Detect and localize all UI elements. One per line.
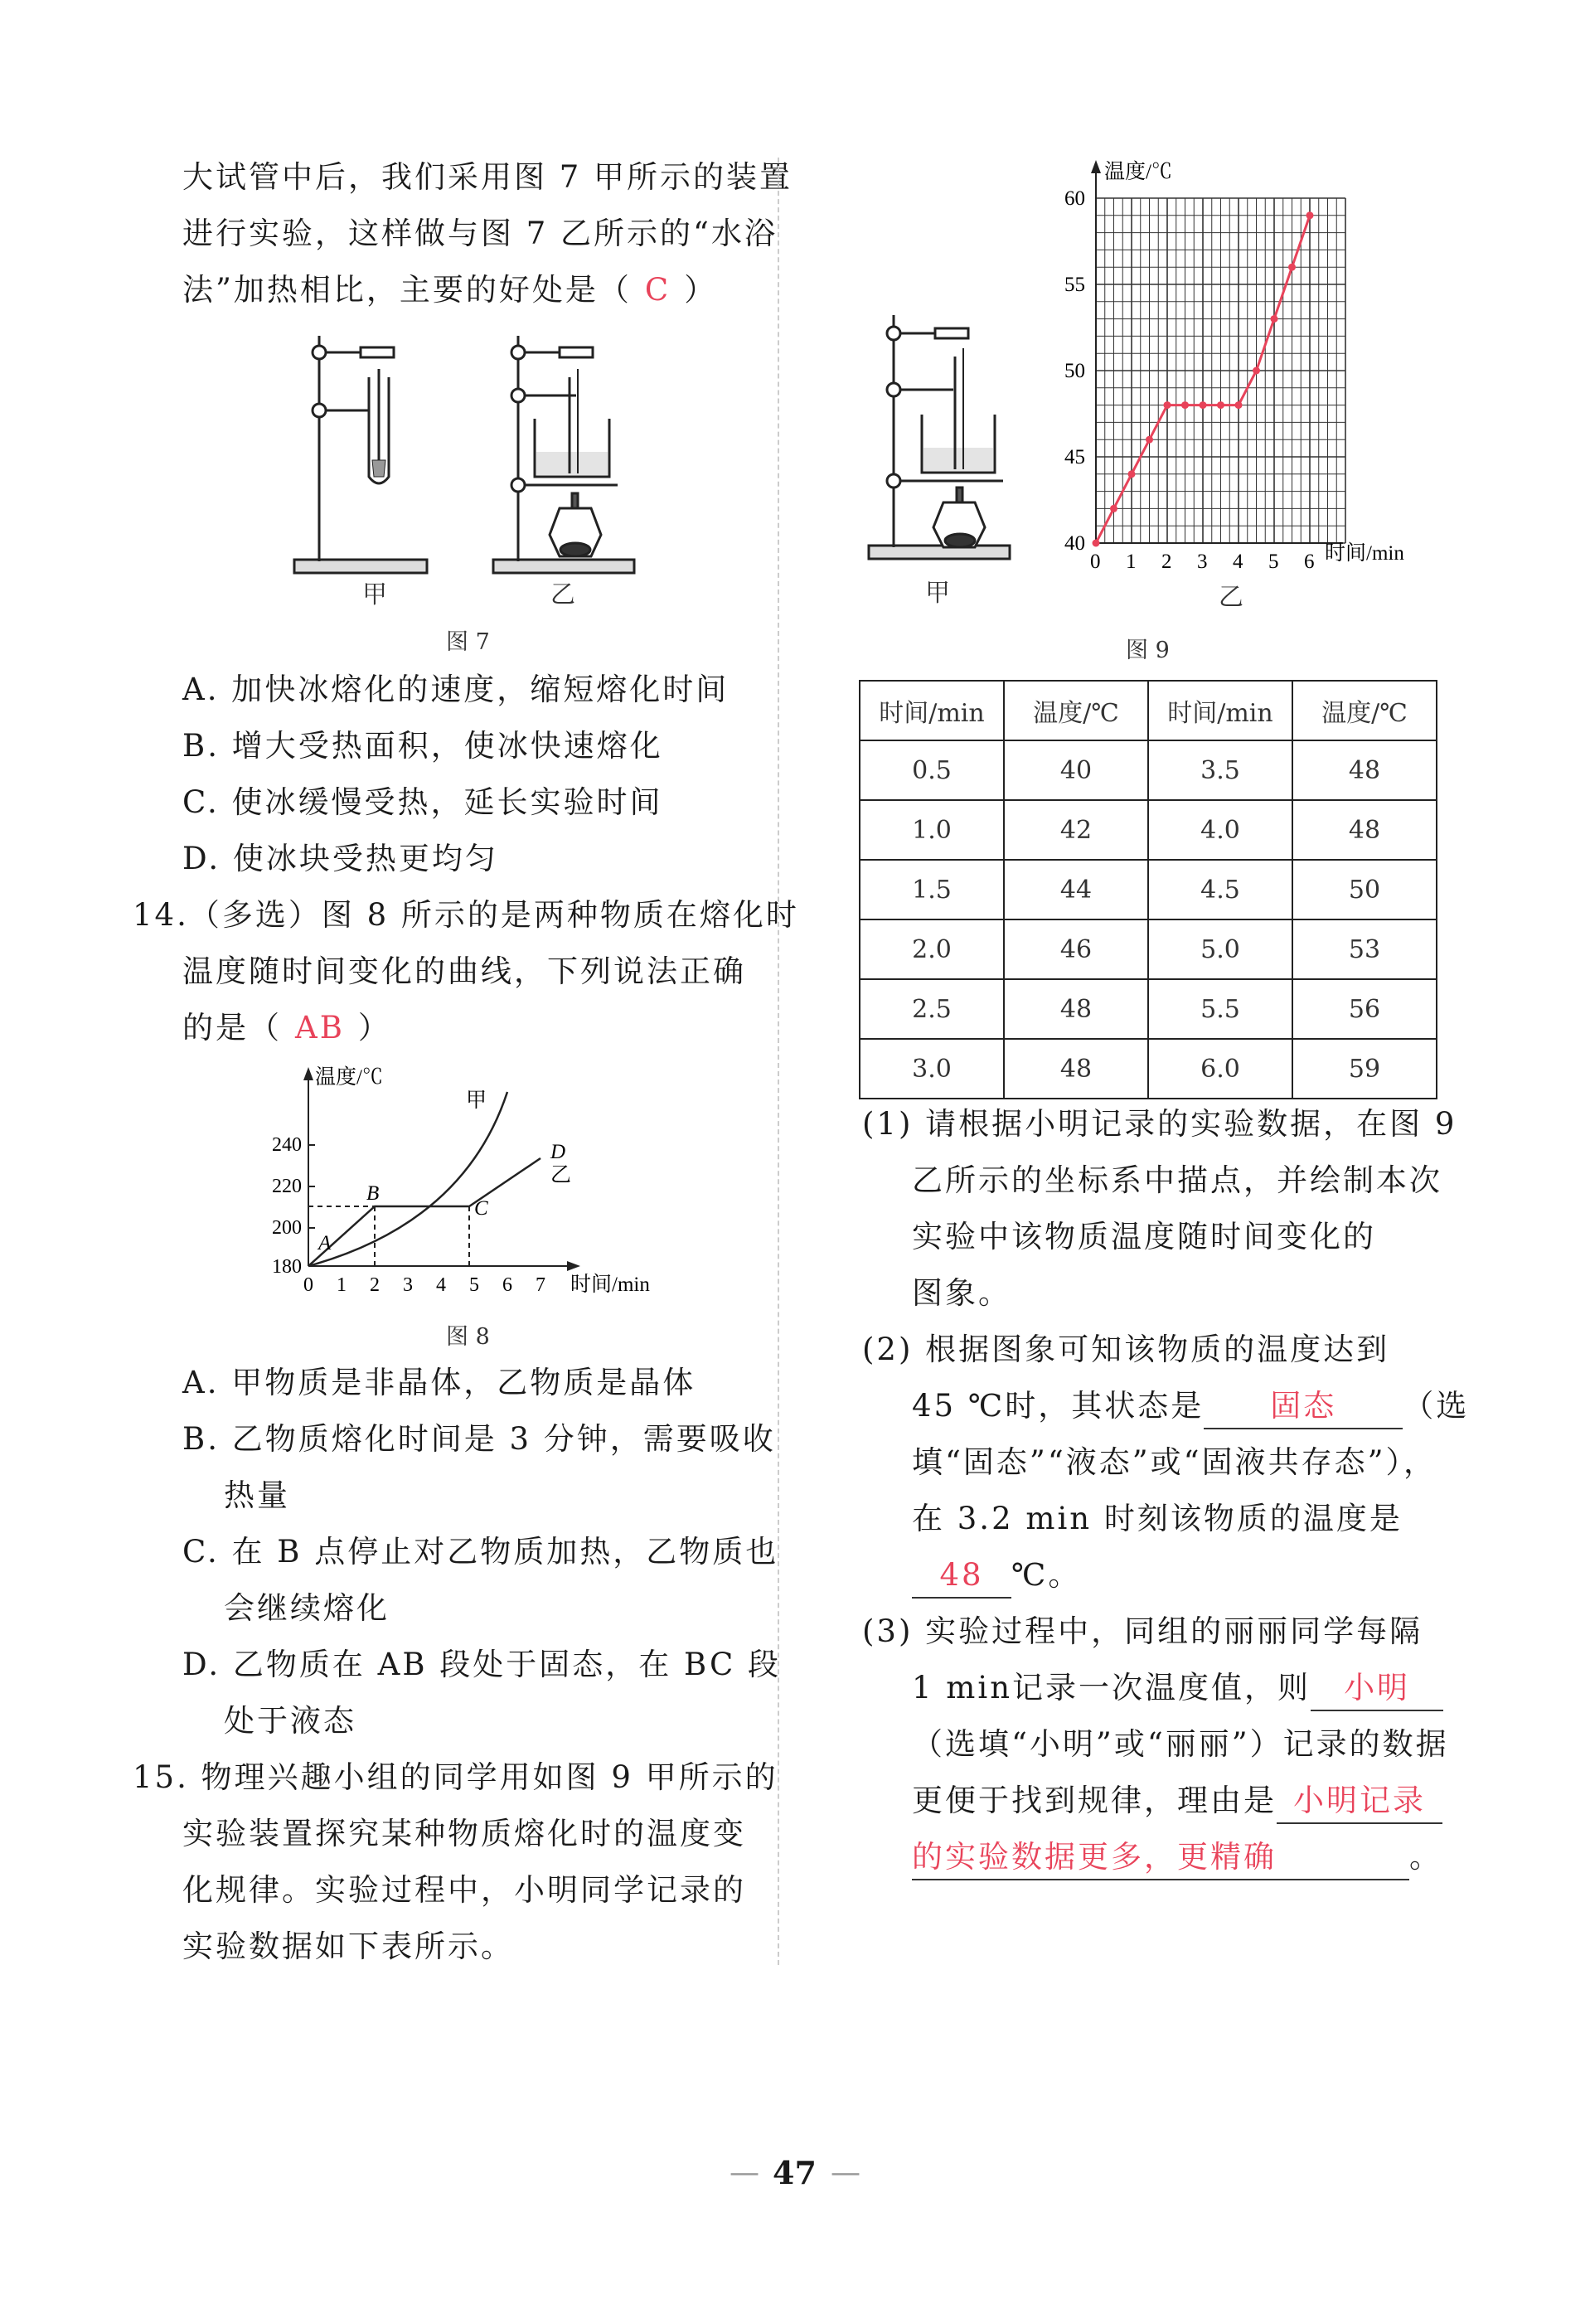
table-cell: 3.5 [1148, 740, 1292, 800]
table-cell: 48 [1004, 1039, 1148, 1099]
fig9-data-point [1164, 401, 1171, 409]
fig9-xtick-label: 3 [1197, 551, 1208, 573]
q13-option-b: B. 增大受热面积，使冰快速熔化 [182, 728, 663, 764]
table-cell: 4.5 [1148, 860, 1292, 919]
q13-option-c: C. 使冰缓慢受热，延长实验时间 [182, 784, 663, 820]
q13-paren-close: ） [684, 272, 718, 308]
q15-sub2-text: （选 [1403, 1388, 1470, 1424]
fig9-ytick-label: 50 [1064, 360, 1085, 382]
q14-stem-line-3 [182, 1000, 391, 1056]
table-cell: 56 [1292, 979, 1437, 1039]
table-header-cell: 时间/min [1148, 681, 1292, 740]
fig9-data-point [1271, 315, 1278, 323]
table-row [860, 1039, 1437, 1099]
fig8-ytick-240: 240 [272, 1134, 302, 1156]
q13-stem-line-2: 进行实验，这样做与图 7 乙所示的“水浴 [182, 216, 778, 251]
table-cell: 42 [1004, 800, 1148, 860]
table-header-cell: 温度/℃ [1292, 681, 1437, 740]
q15-sub1-line-1: (1) 请根据小明记录的实验数据，在图 9 [862, 1106, 1457, 1142]
column-divider [778, 158, 779, 1965]
q15-sub3-blank-reason-b: 的实验数据更多，更精确 [912, 1836, 1409, 1880]
figure-8-chart [257, 1065, 688, 1306]
q14-option-c-line-2: 会继续熔化 [224, 1590, 390, 1626]
data-table [859, 680, 1437, 1099]
fig9-xlabel: 时间/min [1325, 542, 1404, 565]
q14-option-a: A. 甲物质是非晶体，乙物质是晶体 [182, 1365, 696, 1400]
table-cell: 1.0 [860, 800, 1004, 860]
q14-option-b-line-2: 热量 [224, 1477, 290, 1513]
q15-sub2-line-1: (2) 根据图象可知该物质的温度达到 [862, 1332, 1390, 1367]
fig9-data-point [1217, 401, 1224, 409]
table-cell: 48 [1292, 800, 1437, 860]
page-dash-left: — [730, 2156, 759, 2190]
q13-option-d: D. 使冰块受热更均匀 [182, 841, 498, 876]
q15-sub3-line-2 [912, 1660, 1443, 1716]
fig9-data-point [1093, 540, 1100, 547]
q14-stem-line-1: 14.（多选）图 8 所示的是两种物质在熔化时 [133, 897, 799, 933]
q14-stem-line-2: 温度随时间变化的曲线，下列说法正确 [182, 953, 746, 989]
fig9-data-point [1288, 264, 1296, 271]
table-row [860, 740, 1437, 800]
q15-sub3-blank-who: 小明 [1311, 1667, 1443, 1711]
fig8-xtick-0: 0 [303, 1274, 313, 1296]
fig9-xtick-label: 4 [1233, 551, 1243, 573]
q14-option-d-line-2: 处于液态 [224, 1703, 356, 1739]
fig8-y-arrow [303, 1067, 313, 1080]
fig8-label-a: A [318, 1232, 332, 1254]
apparatus-jia [294, 336, 427, 573]
fig8-xtick-4: 4 [436, 1274, 446, 1296]
q15-sub1-line-4: 图象。 [912, 1275, 1011, 1311]
q15-sub2-line-4: 在 3.2 min 时刻该物质的温度是 [912, 1501, 1403, 1536]
fig9-xtick-label: 6 [1304, 551, 1315, 573]
fig9-y-arrow [1091, 160, 1101, 173]
fig7-label-yi: 乙 [550, 580, 575, 609]
fig8-x-arrow [567, 1261, 580, 1271]
fig9-data-point [1200, 401, 1207, 409]
q15-sub1-line-3: 实验中该物质温度随时间变化的 [912, 1219, 1376, 1254]
table-cell: 48 [1292, 740, 1437, 800]
figure-9-graph [1053, 153, 1442, 601]
fig8-xtick-2: 2 [370, 1274, 380, 1296]
fig9-ytick-label: 40 [1064, 532, 1085, 555]
table-cell: 40 [1004, 740, 1148, 800]
q15-sub1-line-2: 乙所示的坐标系中描点，并绘制本次 [912, 1162, 1442, 1198]
figure-7-apparatus [286, 327, 642, 609]
fig8-label-yi: 乙 [550, 1164, 572, 1186]
q15-sub2-line-2 [912, 1378, 1469, 1434]
fig9-data-point [1146, 436, 1153, 444]
q15-sub3-text: 1 min记录一次温度值，则 [912, 1670, 1311, 1705]
fig8-label-jia: 甲 [466, 1089, 487, 1112]
table-cell: 3.0 [860, 1039, 1004, 1099]
fig8-xtick-3: 3 [403, 1274, 413, 1296]
q15-stem-line-2: 实验装置探究某种物质熔化时的温度变 [182, 1816, 746, 1851]
fig8-ytick-200: 200 [272, 1217, 302, 1239]
fig8-xtick-5: 5 [469, 1274, 479, 1296]
q14-answer: AB [295, 1010, 345, 1046]
fig9-caption: 图 9 [1126, 638, 1170, 663]
q15-sub2-text: ℃。 [1011, 1557, 1082, 1593]
table-cell: 2.5 [860, 979, 1004, 1039]
table-header-row [860, 681, 1437, 740]
table-cell: 5.0 [1148, 919, 1292, 979]
fig9-ylabel: 温度/℃ [1104, 161, 1172, 183]
page-number: 47 [773, 2154, 817, 2191]
table-cell: 2.0 [860, 919, 1004, 979]
q15-sub2-text: 45 ℃时，其状态是 [912, 1388, 1205, 1424]
fig9-ticks [1064, 187, 1315, 573]
fig9-grid [1096, 198, 1345, 543]
q15-sub3-blank-reason-a: 小明记录 [1277, 1779, 1442, 1824]
fig8-label-c: C [474, 1197, 488, 1220]
table-cell: 0.5 [860, 740, 1004, 800]
q14-option-c-line-1: C. 在 B 点停止对乙物质加热，乙物质也 [182, 1534, 779, 1570]
q15-sub3-text: 更便于找到规律，理由是 [912, 1783, 1277, 1818]
fig9-data-point [1181, 401, 1189, 409]
fig9-data-point [1235, 401, 1243, 409]
fig9-xtick-label: 0 [1090, 551, 1101, 573]
fig9-data-point [1110, 505, 1117, 512]
fig9-xtick-label: 2 [1161, 551, 1172, 573]
fig7-caption: 图 7 [446, 629, 490, 655]
q13-stem-line-3 [182, 262, 717, 318]
table-header-cell: 温度/℃ [1004, 681, 1148, 740]
q14-stem-text: 的是（ [182, 1010, 282, 1046]
figure-9-apparatus [862, 307, 1020, 572]
table-cell: 5.5 [1148, 979, 1292, 1039]
q13-stem-text: 法”加热相比，主要的好处是（ [182, 272, 632, 308]
fig9-ytick-label: 60 [1064, 187, 1085, 210]
table-row [860, 860, 1437, 919]
fig8-curve-yi [308, 1158, 541, 1266]
apparatus-yi [493, 336, 634, 573]
q13-answer: C [644, 272, 671, 308]
q15-sub2-line-5 [912, 1547, 1081, 1604]
q14-option-d-line-1: D. 乙物质在 AB 段处于固态，在 BC 段 [182, 1647, 782, 1682]
q15-sub3-line-5 [912, 1829, 1442, 1885]
table-cell: 53 [1292, 919, 1437, 979]
q14-option-b-line-1: B. 乙物质熔化时间是 3 分钟，需要吸收 [182, 1421, 776, 1457]
q15-stem-line-1: 15. 物理兴趣小组的同学用如图 9 甲所示的 [133, 1759, 778, 1795]
fig8-xtick-7: 7 [536, 1274, 545, 1296]
q13-option-a: A. 加快冰熔化的速度，缩短熔化时间 [182, 672, 730, 707]
q15-sub2-blank-state: 固态 [1204, 1385, 1403, 1429]
q15-sub3-line-4 [912, 1773, 1442, 1829]
table-header-cell: 时间/min [860, 681, 1004, 740]
fig8-xlabel: 时间/min [570, 1274, 650, 1296]
fig8-ytick-180: 180 [272, 1256, 302, 1278]
fig9-label-jia: 甲 [925, 579, 950, 608]
page-dash-right: — [831, 2156, 860, 2190]
fig8-label-b: B [366, 1182, 380, 1205]
q15-sub3-line-1: (3) 实验过程中，同组的丽丽同学每隔 [862, 1613, 1423, 1649]
q15-sub3-line-3: （选填“小明”或“丽丽”）记录的数据 [912, 1726, 1449, 1762]
fig9-xtick-label: 1 [1126, 551, 1137, 573]
table-row [860, 800, 1437, 860]
table-cell: 1.5 [860, 860, 1004, 919]
table-cell: 44 [1004, 860, 1148, 919]
fig8-label-d: D [550, 1141, 566, 1163]
fig7-label-jia: 甲 [362, 580, 387, 609]
fig9-data-point [1253, 367, 1260, 375]
table-cell: 59 [1292, 1039, 1437, 1099]
q15-sub3-text: 。 [1409, 1839, 1442, 1875]
fig9-data-point [1306, 211, 1314, 219]
fig9-label-yi: 乙 [1219, 583, 1243, 612]
table-cell: 46 [1004, 919, 1148, 979]
table-cell: 50 [1292, 860, 1437, 919]
fig8-xtick-6: 6 [502, 1274, 512, 1296]
table-cell: 6.0 [1148, 1039, 1292, 1099]
q13-stem-line-1: 大试管中后，我们采用图 7 甲所示的装置 [182, 159, 793, 195]
fig9-ytick-label: 45 [1064, 446, 1085, 468]
fig8-ytick-220: 220 [272, 1176, 302, 1197]
table-cell: 48 [1004, 979, 1148, 1039]
q15-stem-line-3: 化规律。实验过程中，小明同学记录的 [182, 1872, 746, 1908]
fig8-ylabel: 温度/℃ [315, 1066, 383, 1089]
q15-stem-line-4: 实验数据如下表所示。 [182, 1929, 514, 1964]
q14-paren-close: ） [357, 1010, 391, 1046]
fig9-ytick-label: 55 [1064, 274, 1085, 296]
fig8-xtick-1: 1 [337, 1274, 347, 1296]
q15-sub2-blank-temp: 48 [912, 1554, 1011, 1599]
table-row [860, 979, 1437, 1039]
fig9-xtick-label: 5 [1268, 551, 1279, 573]
fig8-caption: 图 8 [446, 1324, 490, 1350]
fig9-data-point [1128, 470, 1136, 478]
table-row [860, 919, 1437, 979]
q15-sub2-line-3: 填“固态”“液态”或“固液共存态”）， [912, 1444, 1437, 1480]
table-cell: 4.0 [1148, 800, 1292, 860]
